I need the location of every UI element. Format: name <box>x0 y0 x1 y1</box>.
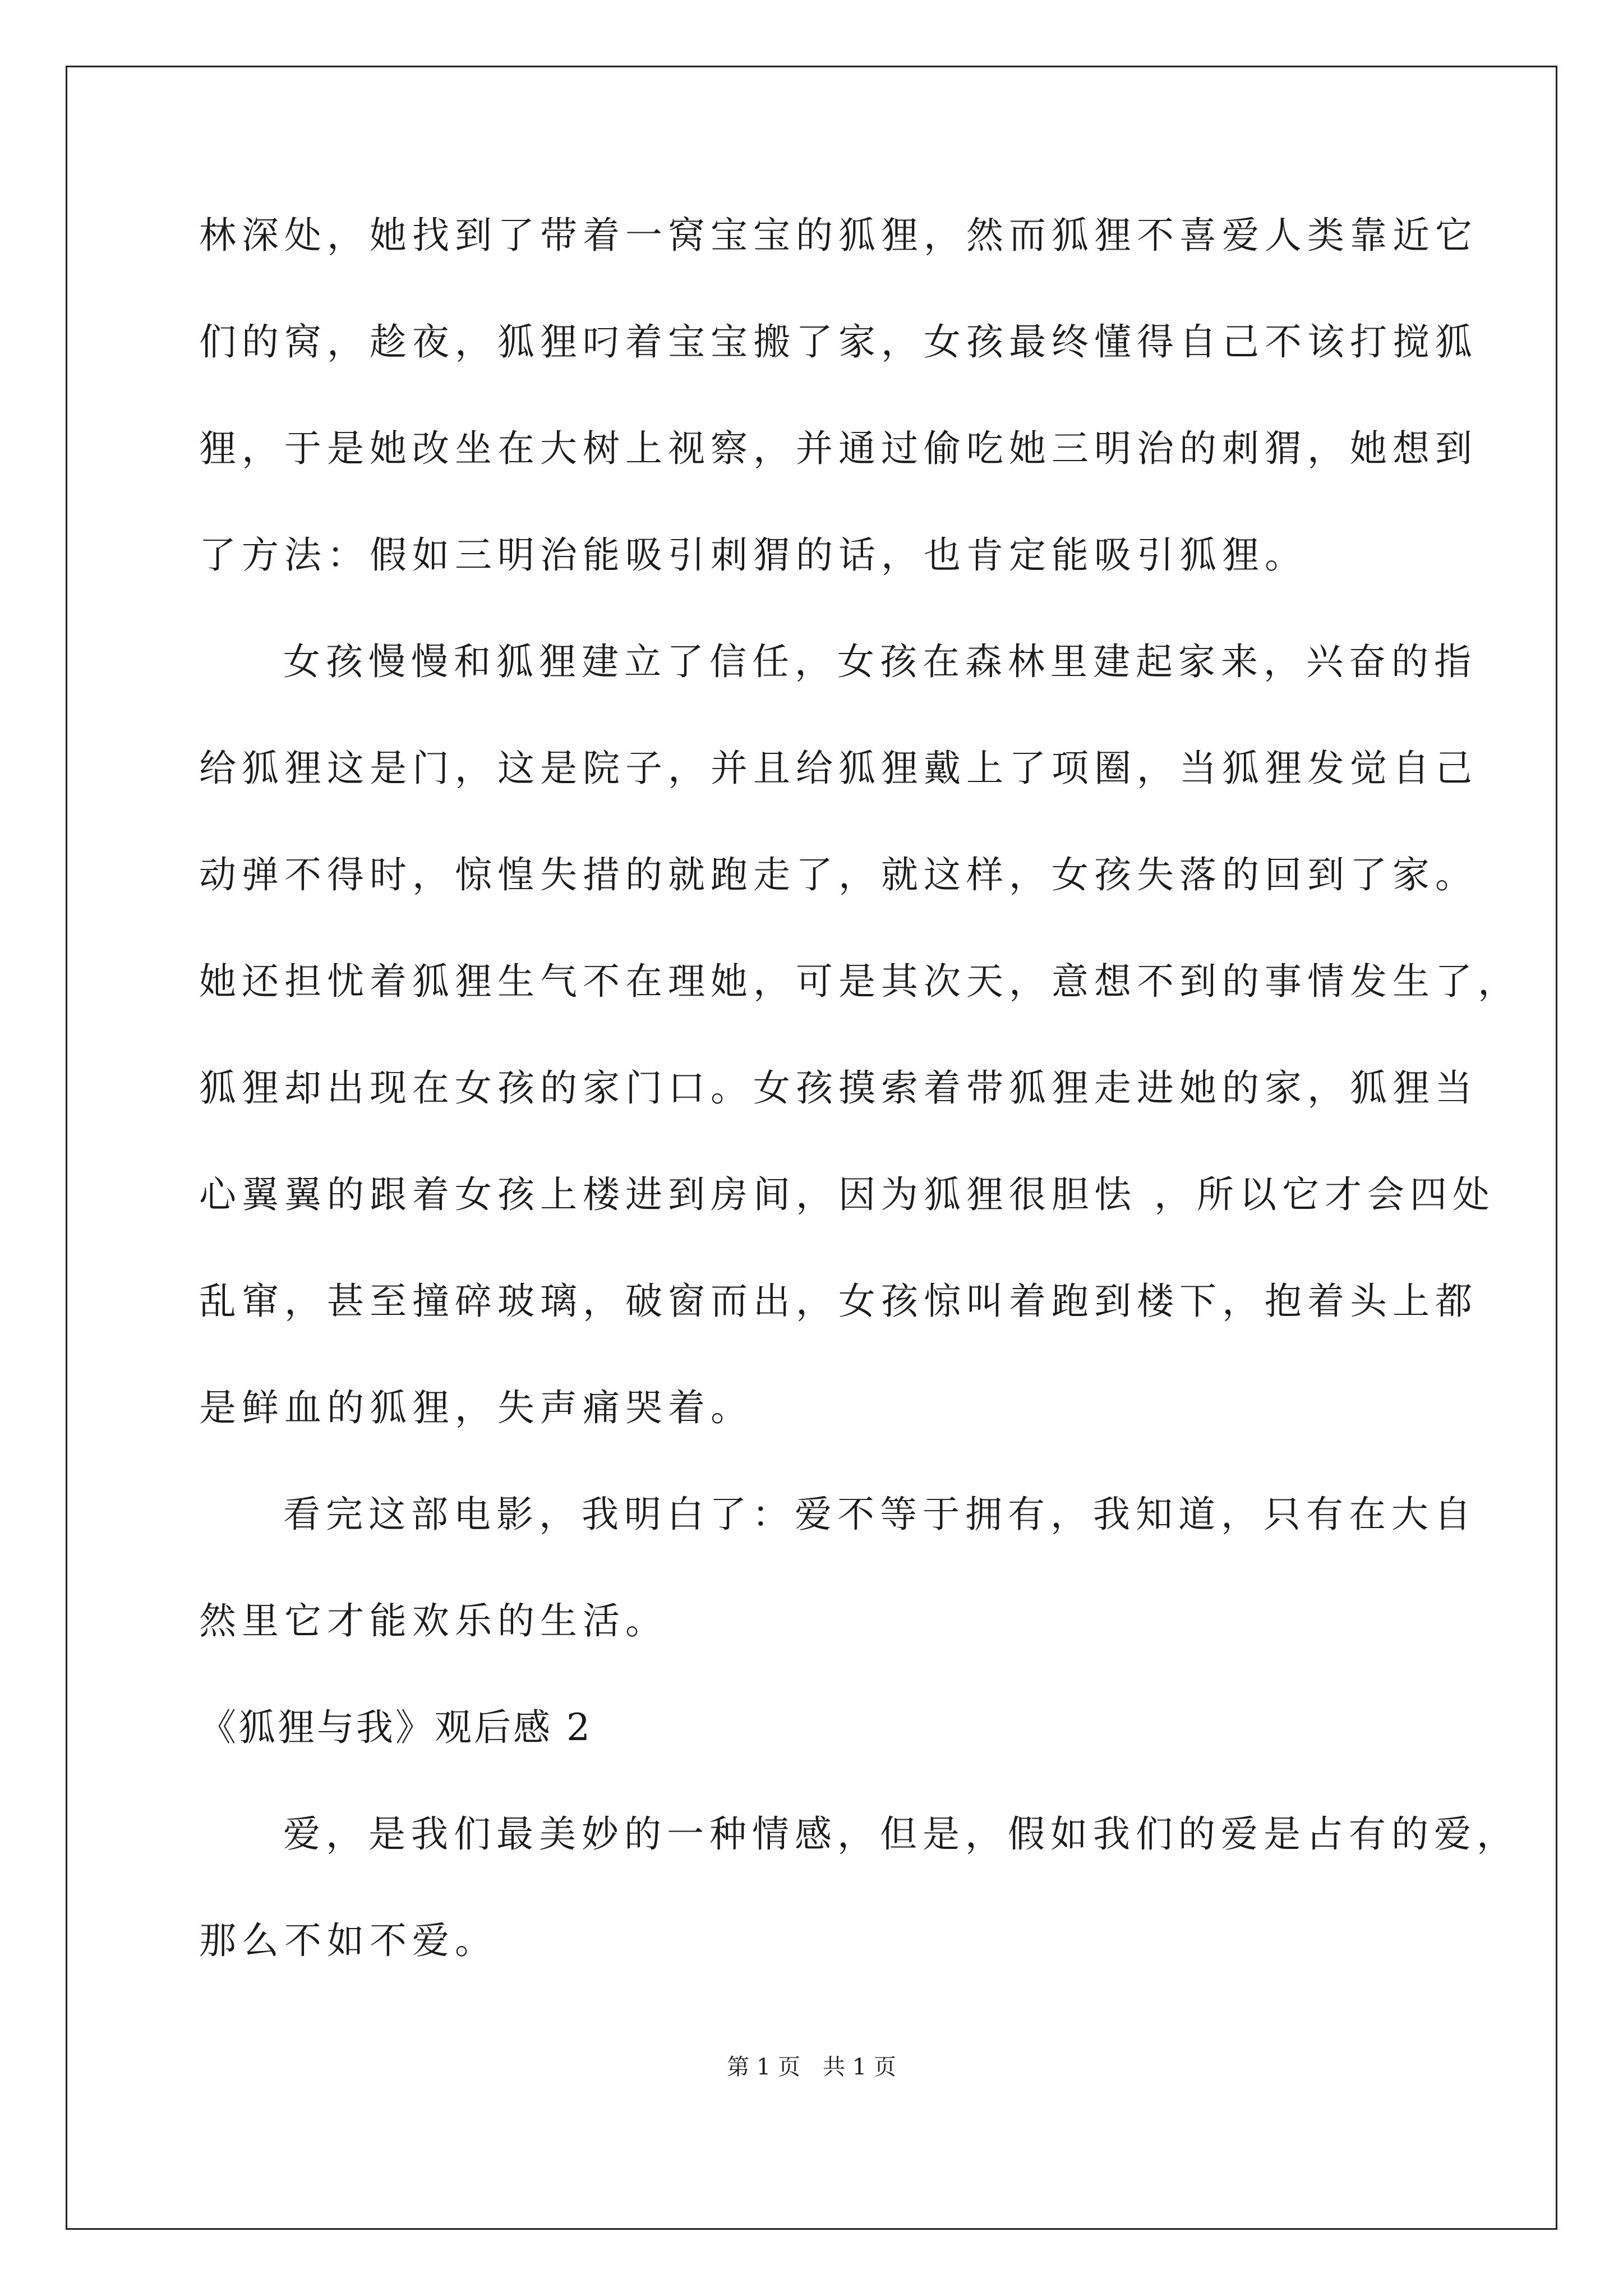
text-line: 给狐狸这是门，这是院子，并且给狐狸戴上了项圈，当狐狸发觉自己 <box>199 747 1478 790</box>
text-line: 了方法：假如三明治能吸引刺猬的话，也肯定能吸引狐狸。 <box>199 533 1307 577</box>
text-line: 那么不如不爱。 <box>199 1919 497 1962</box>
paragraph-first-line: 爱，是我们最美妙的一种情感，但是，假如我们的爱是占有的爱， <box>283 1812 1519 1856</box>
text-line: 狐狸却出现在女孩的家门口。女孩摸索着带狐狸走进她的家，狐狸当 <box>199 1066 1478 1110</box>
text-line: 狸，于是她改坐在大树上视察，并通过偷吃她三明治的刺猬，她想到 <box>199 427 1478 470</box>
text-line: 她还担忧着狐狸生气不在理她，可是其次天，意想不到的事情发生了， <box>199 960 1520 1003</box>
paragraph-first-line: 女孩慢慢和狐狸建立了信任，女孩在森林里建起家来，兴奋的指 <box>283 640 1477 683</box>
text-line: 动弹不得时，惊惶失措的就跑走了，就这样，女孩失落的回到了家。 <box>199 853 1478 896</box>
text-line: 林深处，她找到了带着一窝宝宝的狐狸，然而狐狸不喜爱人类靠近它 <box>199 214 1478 257</box>
text-line: 乱窜，甚至撞碎玻璃，破窗而出，女孩惊叫着跑到楼下，抱着头上都 <box>199 1280 1478 1323</box>
text-line: 们的窝，趁夜，狐狸叼着宝宝搬了家，女孩最终懂得自己不该打搅狐 <box>199 320 1478 364</box>
text-line: 是鲜血的狐狸，失声痛哭着。 <box>199 1386 753 1429</box>
page-footer: 第 1 页 共 1 页 <box>727 2054 896 2080</box>
paragraph-first-line: 看完这部电影，我明白了：爱不等于拥有，我知道，只有在大自 <box>283 1493 1477 1536</box>
page-border <box>66 66 1557 2230</box>
section-heading: 《狐狸与我》观后感 2 <box>199 1706 592 1749</box>
text-line: 然里它才能欢乐的生活。 <box>199 1599 668 1642</box>
text-line: 心翼翼的跟着女孩上楼进到房间，因为狐狸很胆怯 ，所以它才会四处 <box>199 1173 1495 1216</box>
